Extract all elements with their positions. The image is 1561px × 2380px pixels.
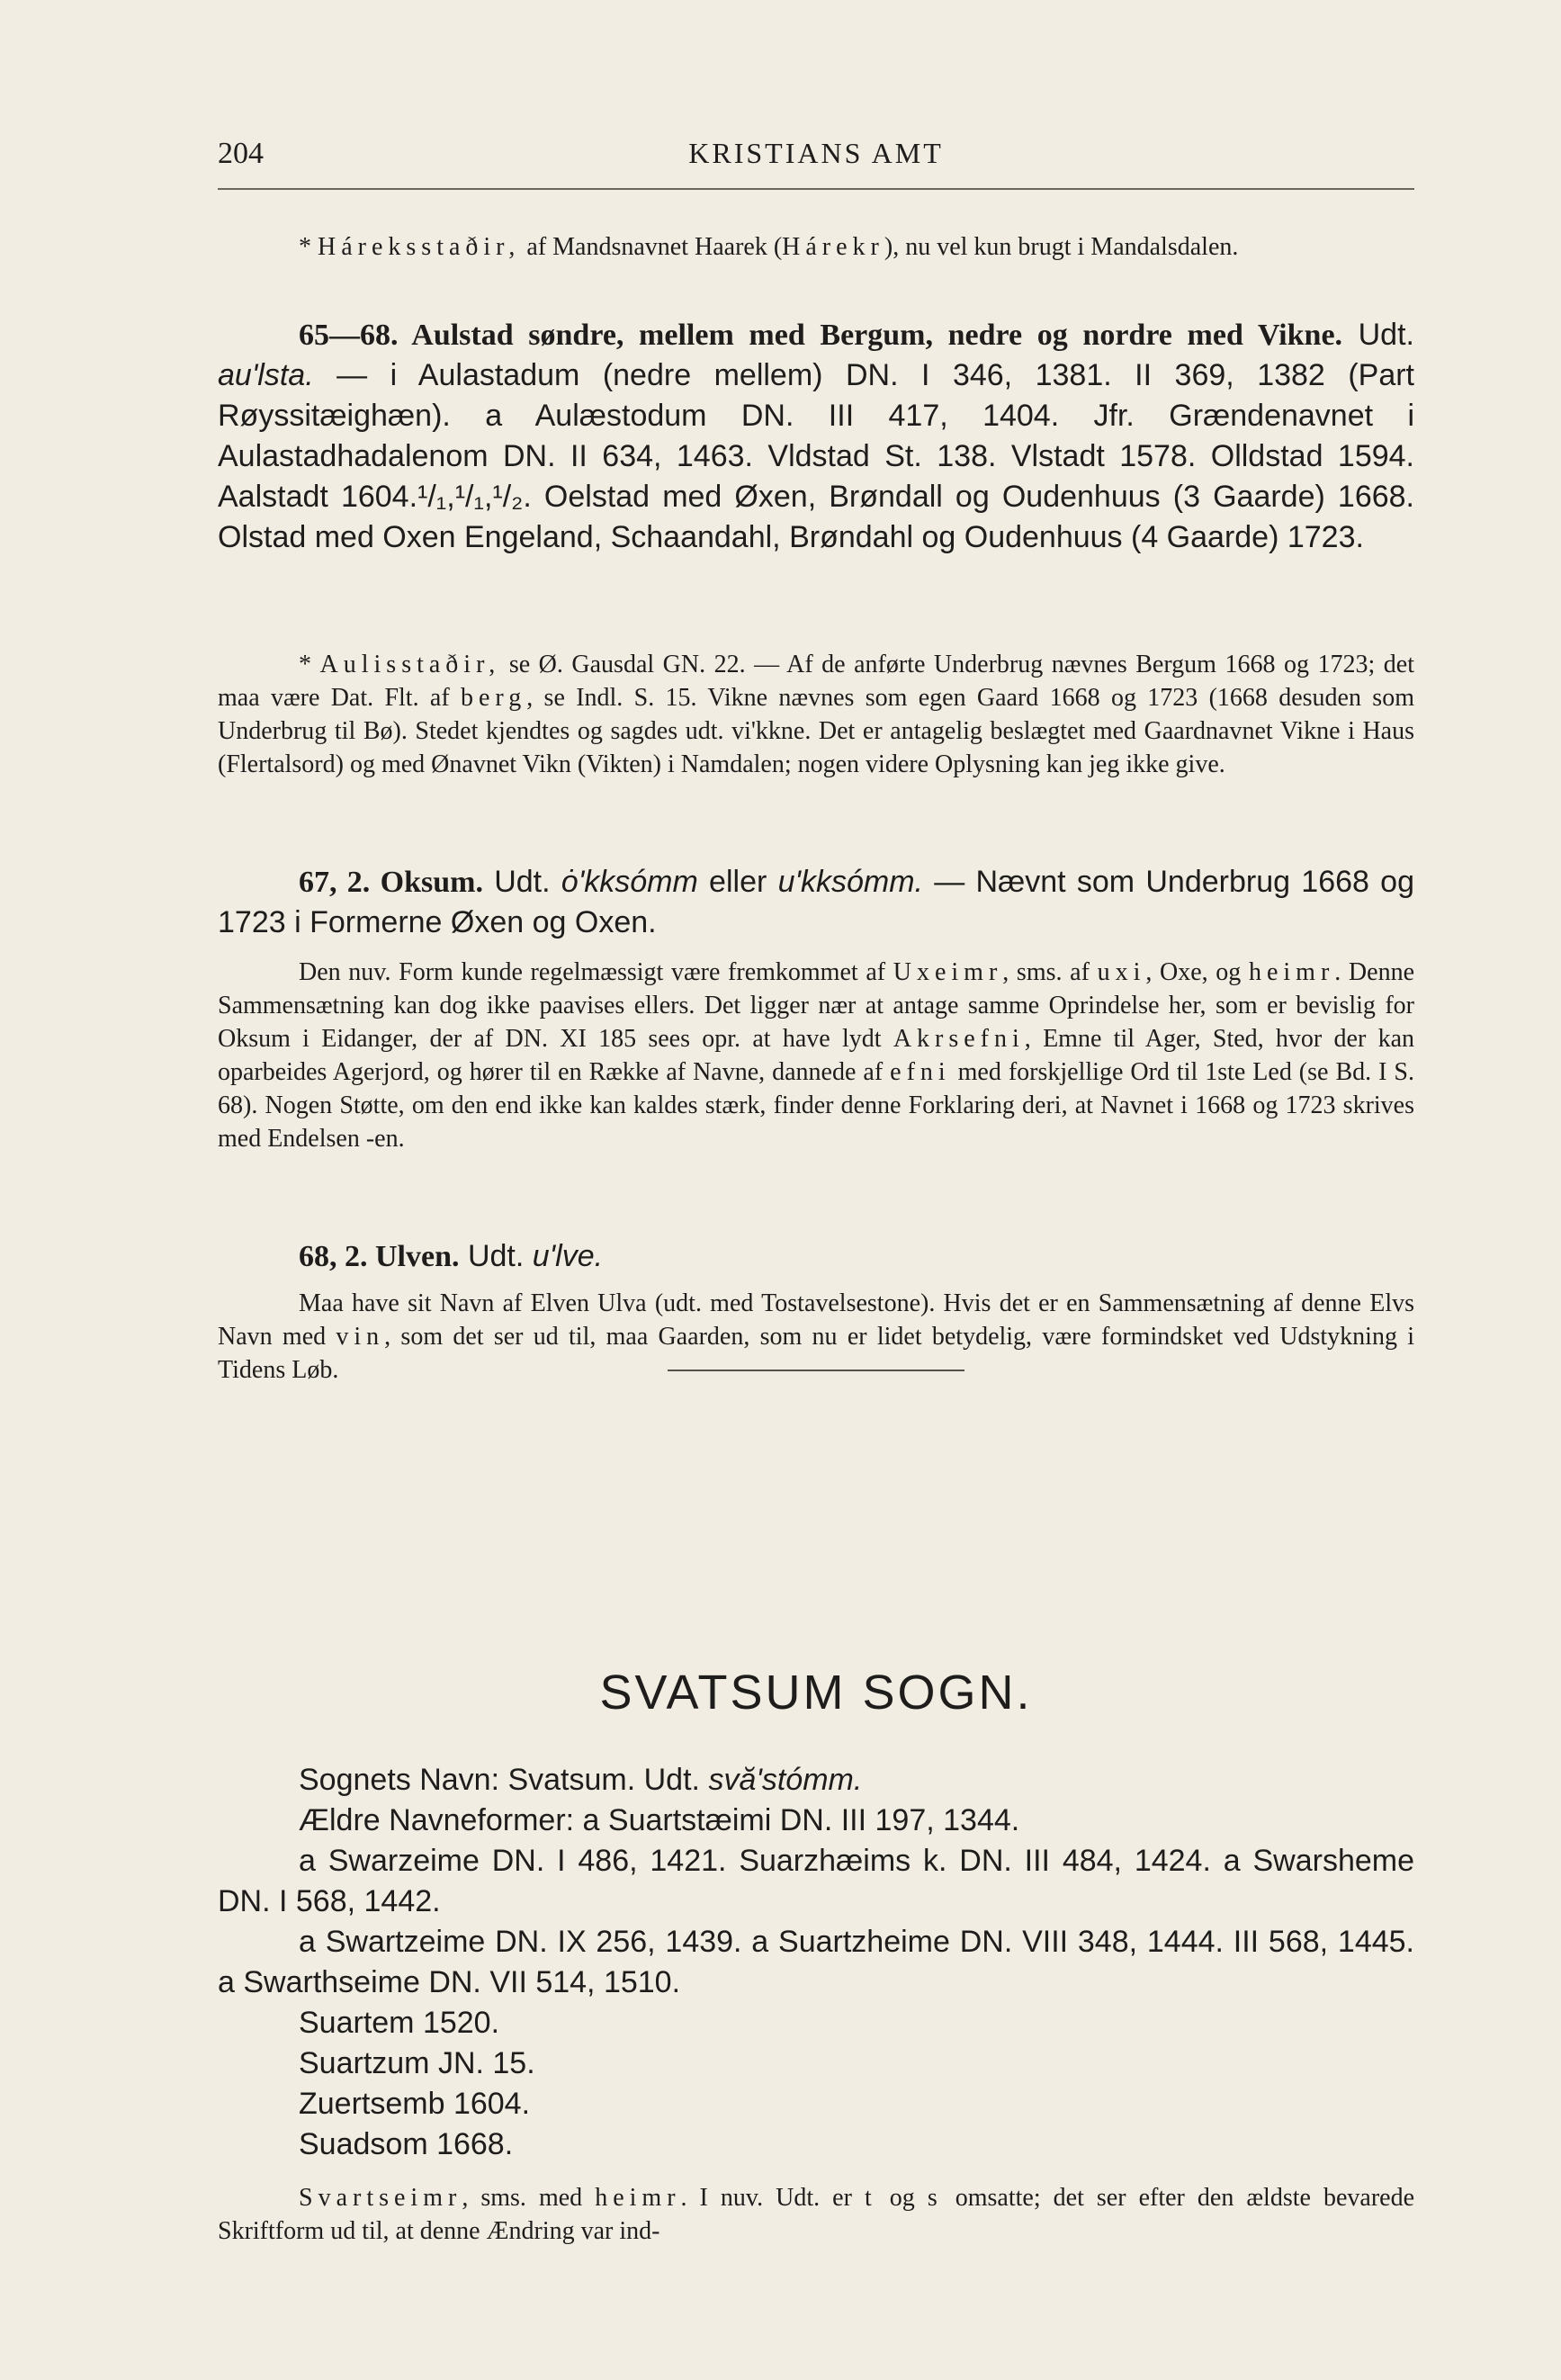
spaced-word: uxi [1097, 958, 1146, 986]
section-line: Suartem 1520. [299, 2006, 500, 2040]
section-line: a Swartzeime DN. IX 256, 1439. a Suartzheime DN. VIII 348, 1444. III 568, 1445. a Swarthseime DN. VII 514, 1510. [218, 1925, 1414, 1999]
spaced-word: Svartseimr [299, 2184, 462, 2212]
entry-title: Oksum. [370, 866, 483, 899]
header-rule [218, 188, 1414, 190]
spaced-word: vin [336, 1323, 385, 1351]
note-text: , sms. med [462, 2184, 596, 2212]
spaced-word: berg [460, 684, 527, 712]
section-line: Ældre Navneformer: a Suartstæimi DN. III 197, 1344. [299, 1803, 1020, 1837]
section-divider [668, 1370, 964, 1371]
note-text: Maa have sit Navn af Elven Ulva (udt. med Tostavelsestone). Hvis det er en Sammensætning af denne Elvs Navn med [218, 1289, 1414, 1351]
note-text: , Oxe, og [1145, 958, 1249, 986]
entry-number: 68, 2. [299, 1240, 368, 1273]
entry-body: — Nævnt som Underbrug 1668 og 1723 i Formerne Øxen og Oxen. [218, 865, 1414, 939]
note-text: se Ø. Gausdal GN. 22. — Af de anførte Underbrug nævnes Bergum 1668 og 1723; det maa være Dat. Flt. af [218, 651, 1415, 712]
page-header [218, 137, 1414, 176]
entry-68 [218, 1236, 1414, 1277]
section-note [218, 2181, 1414, 2248]
running-title: KRISTIANS AMT [688, 137, 944, 169]
note-harek [218, 230, 1414, 264]
section-line: Suadsom 1668. [299, 2127, 514, 2161]
entry-67 [218, 862, 1414, 943]
section-line: Zuertsemb 1604. [299, 2087, 531, 2121]
entry-number: 67, 2. [299, 866, 371, 899]
section-text: Sognets Navn: Svatsum. Udt. [299, 1763, 709, 1797]
note-text: ), nu vel kun brugt i Mandalsdalen. [884, 233, 1239, 261]
note-text: , Emne til Ager, Sted, hvor der kan oparbeides Agerjord, og hører til en Række af Navne, dannede af [218, 1025, 1414, 1086]
pronunciation: au'lsta. [218, 358, 314, 392]
note-text: . Denne Sammensætning kan dog ikke paavises ellers. Det ligger nær at antage samme Oprindelse her, som er bevislig for Oksum i Eidanger, der af DN. XI 185 sees opr. at have lydt [218, 958, 1415, 1053]
pronunciation: u'lve. [532, 1239, 604, 1273]
note-text: med forskjellige Ord til 1ste Led (se Bd. I S. 68). Nogen Støtte, om den end ikke kan kaldes stærk, finder denne Forklaring deri, at Navnet i 1668 og 1723 skrives med Endelsen -en. [218, 1058, 1414, 1153]
spaced-word: Uxeimr [893, 958, 1003, 986]
spaced-word: heimr [1248, 958, 1335, 986]
entry-title: Aulstad søndre, mellem med Bergum, nedre og nordre med Vikne. [398, 319, 1343, 352]
spaced-word: t [864, 2184, 877, 2212]
note-oksum [218, 956, 1414, 1155]
pronunciation: svă'stómm. [708, 1763, 863, 1797]
spaced-word: s [927, 2184, 943, 2212]
note-text: , sms. af [1002, 958, 1098, 986]
spaced-word: efni [890, 1058, 951, 1086]
note-text: og [876, 2184, 928, 2212]
note-text: Den nuv. Form kunde regelmæssigt være fremkommet af [299, 958, 893, 986]
entry-65-68 [218, 315, 1414, 558]
spaced-word: Háreksstaðir, [318, 233, 521, 261]
udt-label: Udt. [1342, 318, 1414, 352]
note-text: , som det ser ud til, maa Gaarden, som nu er lidet betydelig, være formindsket ved Udstykning i Tidens Løb. [218, 1323, 1414, 1384]
udt-label: Udt. [459, 1239, 533, 1273]
section-body [218, 1760, 1414, 2248]
footnote-star: * [299, 651, 311, 678]
udt-label: Udt. [482, 865, 561, 899]
footnote-star: * [299, 233, 311, 261]
section-title: SVATSUM SOGN. [599, 1666, 1033, 1720]
spaced-word: Hárekr [782, 233, 884, 261]
spaced-word: heimr [595, 2184, 681, 2212]
entry-body: — i Aulastadum (nedre mellem) DN. I 346, 1381. II 369, 1382 (Part Røyssitæighæn). a Aulæstodum DN. III 417, 1404. Jfr. Grændenavnet i Aulastadhadalenom DN. II 634, 1463. Vldstad St. 138. Vlstadt 1578. Olldstad 1594. Aalstadt 1604.¹/₁,¹/₁,¹/₂. Oelstad med Øxen, Brøndall og Oudenhuus (3 Gaarde) 1668. Olstad med Oxen Engeland, Schaandahl, Brøndahl og Oudenhuus (4 Gaarde) 1723. [218, 358, 1414, 554]
entry-title: Ulven. [367, 1240, 460, 1273]
note-text: af Mandsnavnet Haarek ( [520, 233, 783, 261]
note-text: , se Indl. S. 15. Vikne nævnes som egen Gaard 1668 og 1723 (1668 desuden som Underbrug til Bø). Stedet kjendtes og sagdes udt. vi'kkne. Det er antagelig beslægtet med Gaardnavnet Vikne i Haus (Flertalsord) og med Ønavnet Vikn (Vikten) i Namdalen; nogen videre Oplysning kan jeg ikke give. [218, 684, 1414, 778]
pronunciation: u'kksómm. [777, 865, 923, 899]
entry-number: 65—68. [299, 319, 399, 352]
section-line: Suartzum JN. 15. [299, 2046, 535, 2080]
spaced-word: Aulisstaðir, [319, 651, 501, 678]
spaced-word: Akrsefni [893, 1025, 1025, 1053]
note-aulis [218, 648, 1414, 781]
pronunciation: ȯ'kksómm [561, 865, 698, 899]
page-number: 204 [218, 137, 264, 170]
note-text: . I nuv. Udt. er [680, 2184, 865, 2212]
section-line: a Swarzeime DN. I 486, 1421. Suarzhæims k. DN. III 484, 1424. a Swarsheme DN. I 568, 1442. [218, 1844, 1414, 1918]
note-ulven [218, 1287, 1414, 1387]
note-text: omsatte; det ser efter den ældste bevarede Skriftform ud til, at denne Ændring var ind- [218, 2184, 1414, 2245]
entry-text: eller [697, 865, 778, 899]
